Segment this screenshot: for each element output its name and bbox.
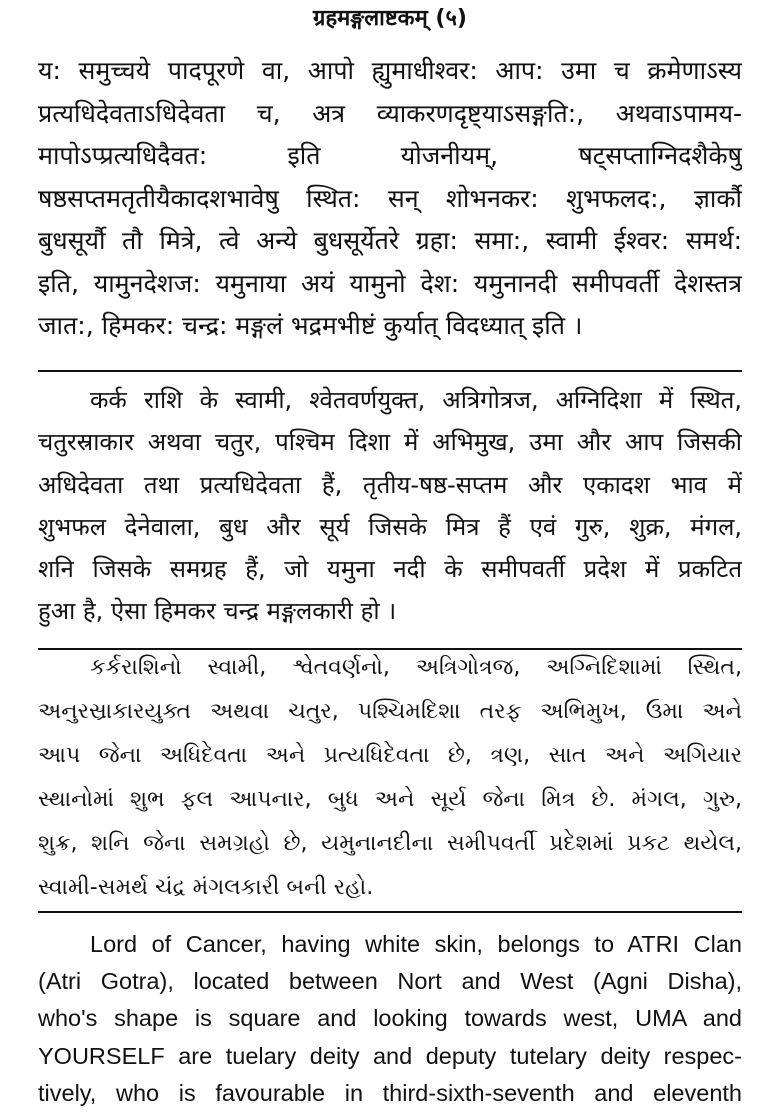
text-line: YOURSELF are tuelary deity and deputy tutelary deity respec- xyxy=(38,1042,742,1069)
text-line: प्रत्यधिदेवताऽधिदेवता च, अत्र व्याकरणदृष्ट्याऽसङ्गति:, अथवाऽपामय- xyxy=(38,98,742,128)
text-line: हुआ है, ऐसा हिमकर चन्द्र मङ्गलकारी हो । xyxy=(38,597,397,626)
text-line: Lord of Cancer, having white skin, belongs to ATRI Clan xyxy=(90,931,742,957)
divider xyxy=(38,370,742,372)
hindi-translation xyxy=(38,379,742,633)
text-line: આપ જેના અધિદેવતા અને પ્રત્યધિદેવતા છે, ત્રણ, સાત અને અગિયાર xyxy=(38,743,742,768)
text-line: मापोऽप्प्रत्यधिदैवत: इति योजनीयम्, षट्सप्ताग्निदशैकेषु xyxy=(38,141,742,170)
text-line: शुभफल देनेवाला, बुध और सूर्य जिसके मित्र हैं एवं गुरु, शुक्र, मंगल, xyxy=(38,512,742,541)
text-line: કર્કરાશિનો સ્વામી, શ્વેતવર્ણનો, અત્રિગોત્રજ, અગ્નિદિશામાં સ્થિત, xyxy=(90,655,742,680)
text-line: शनि जिसके समग्रह हैं, जो यमुना नदी के समीपवर्ती प्रदेश में प्रकटित xyxy=(38,555,742,584)
text-line: अधिदेवता तथा प्रत्यधिदेवता हैं, तृतीय-षष्ठ-सप्तम और एकादश भाव में xyxy=(38,470,742,499)
text-line: चतुरस्राकार अथवा चतुर, पश्चिम दिशा में अभिमुख, उमा और आप जिसकी xyxy=(38,428,742,457)
text-line: સ્થાનોમાં શુભ ફલ આપનાર, બુધ અને સૂર્ય જેના મિત્ર છે. મંગલ, ગુરુ, xyxy=(38,787,742,812)
english-translation xyxy=(38,926,742,1112)
text-line: इति, यामुनदेशज: यमुनाया अयं यामुनो देश: यमुनानदी समीपवर्ती देशस्तत्र xyxy=(38,268,742,298)
text-line: कर्क राशि के स्वामी, श्वेतवर्णयुक्त, अत्रिगोत्रज, अग्निदिशा में स्थित, xyxy=(90,386,742,414)
text-line: जात:, हिमकर: चन्द्र: मङ्गलं भद्रमभीष्टं कुर्यात् विदध्यात् इति । xyxy=(38,311,583,340)
text-line: बुधसूर्यौ तौ मित्रे, त्वे अन्ये बुधसूर्येतरे ग्रहा: समा:, स्वामी ईश्वर: समर्थ: xyxy=(38,226,742,255)
page-title: ग्रहमङ्गलाष्टकम् (५) xyxy=(313,6,467,31)
divider xyxy=(38,911,742,913)
text-line: षष्ठसप्तमतृतीयैकादशभावेषु स्थित: सन् शोभनकर: शुभफलद:, ज्ञार्कौ xyxy=(38,183,742,213)
text-line: શુક્ર, શનિ જેના સમગ્રહો છે, યમુનાનદીના સમીપવર્તી પ્રદેશમાં પ્રકટ થયેલ, xyxy=(38,831,742,856)
text-line: य: समुच्चये पादपूरणे वा, आपो ह्युमाधीश्वर: आप: उमा च क्रमेणाऽस्य xyxy=(38,56,742,85)
text-line: અનુરસ્રાકારયુક્ત અથવા ચતુર, પશ્ચિમદિશા તરફ અભિમુખ, ઉમા અને xyxy=(38,699,742,724)
text-line: tively, who is favourable in third-sixth-seventh and eleventh xyxy=(38,1079,742,1106)
sanskrit-commentary xyxy=(38,50,742,348)
text-line: (Atri Gotra), located between Nort and West (Agni Disha), xyxy=(38,968,742,995)
text-line: who's shape is square and looking towards west, UMA and xyxy=(38,1005,742,1032)
text-line: સ્વામી-સમર્થ ચંદ્ર મંગલકારી બની રહો. xyxy=(38,875,374,900)
gujarati-translation xyxy=(38,646,742,910)
